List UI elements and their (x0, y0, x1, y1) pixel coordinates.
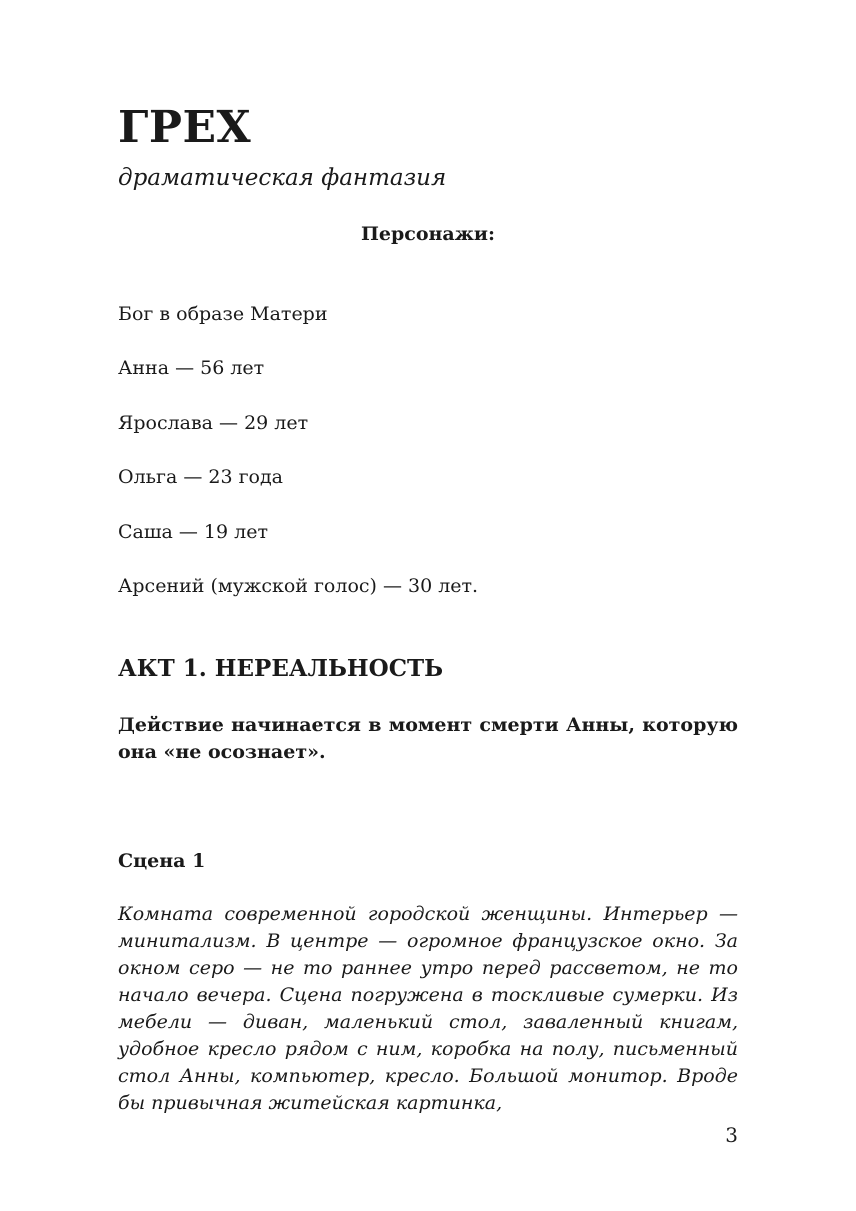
scene-description: Комната современной городской женщины. Интерьер — миниmализм. В центре — огромное французское окно. За окном серо — не то раннее утро перед рассветом, не то начало вечера. Сцена погружена в тоскливые сумерки. Из мебели — диван, маленький стол, заваленный книгам, удобное кресло рядом с ним, коробка на полу, письменный стол Анны, компьютер, кресло. Большой монитор. Вроде бы привычная житейская картинка, (118, 903, 738, 1114)
page-number: 3 (725, 1123, 738, 1147)
play-subtitle: драматическая фантазия (118, 165, 447, 191)
cast-item: Саша — 19 лет (118, 520, 268, 543)
act-heading: АКТ 1. НЕРЕАЛЬНОСТЬ (118, 655, 444, 682)
document-page (118, 0, 738, 1211)
cast-item: Анна — 56 лет (118, 357, 265, 380)
act-intro: Действие начинается в момент смерти Анны, которую она «не осознает». (118, 714, 738, 763)
scene-heading: Сцена 1 (118, 850, 206, 872)
cast-list (118, 300, 478, 626)
cast-item: Арсений (мужской голос) — 30 лет. (118, 574, 479, 597)
cast-item: Бог в образе Матери (118, 303, 328, 325)
cast-item: Ярослава — 29 лет (118, 411, 309, 434)
play-title: ГРЕХ (118, 102, 252, 153)
cast-item: Ольга — 23 года (118, 466, 283, 489)
cast-heading: Персонажи: (360, 223, 496, 245)
